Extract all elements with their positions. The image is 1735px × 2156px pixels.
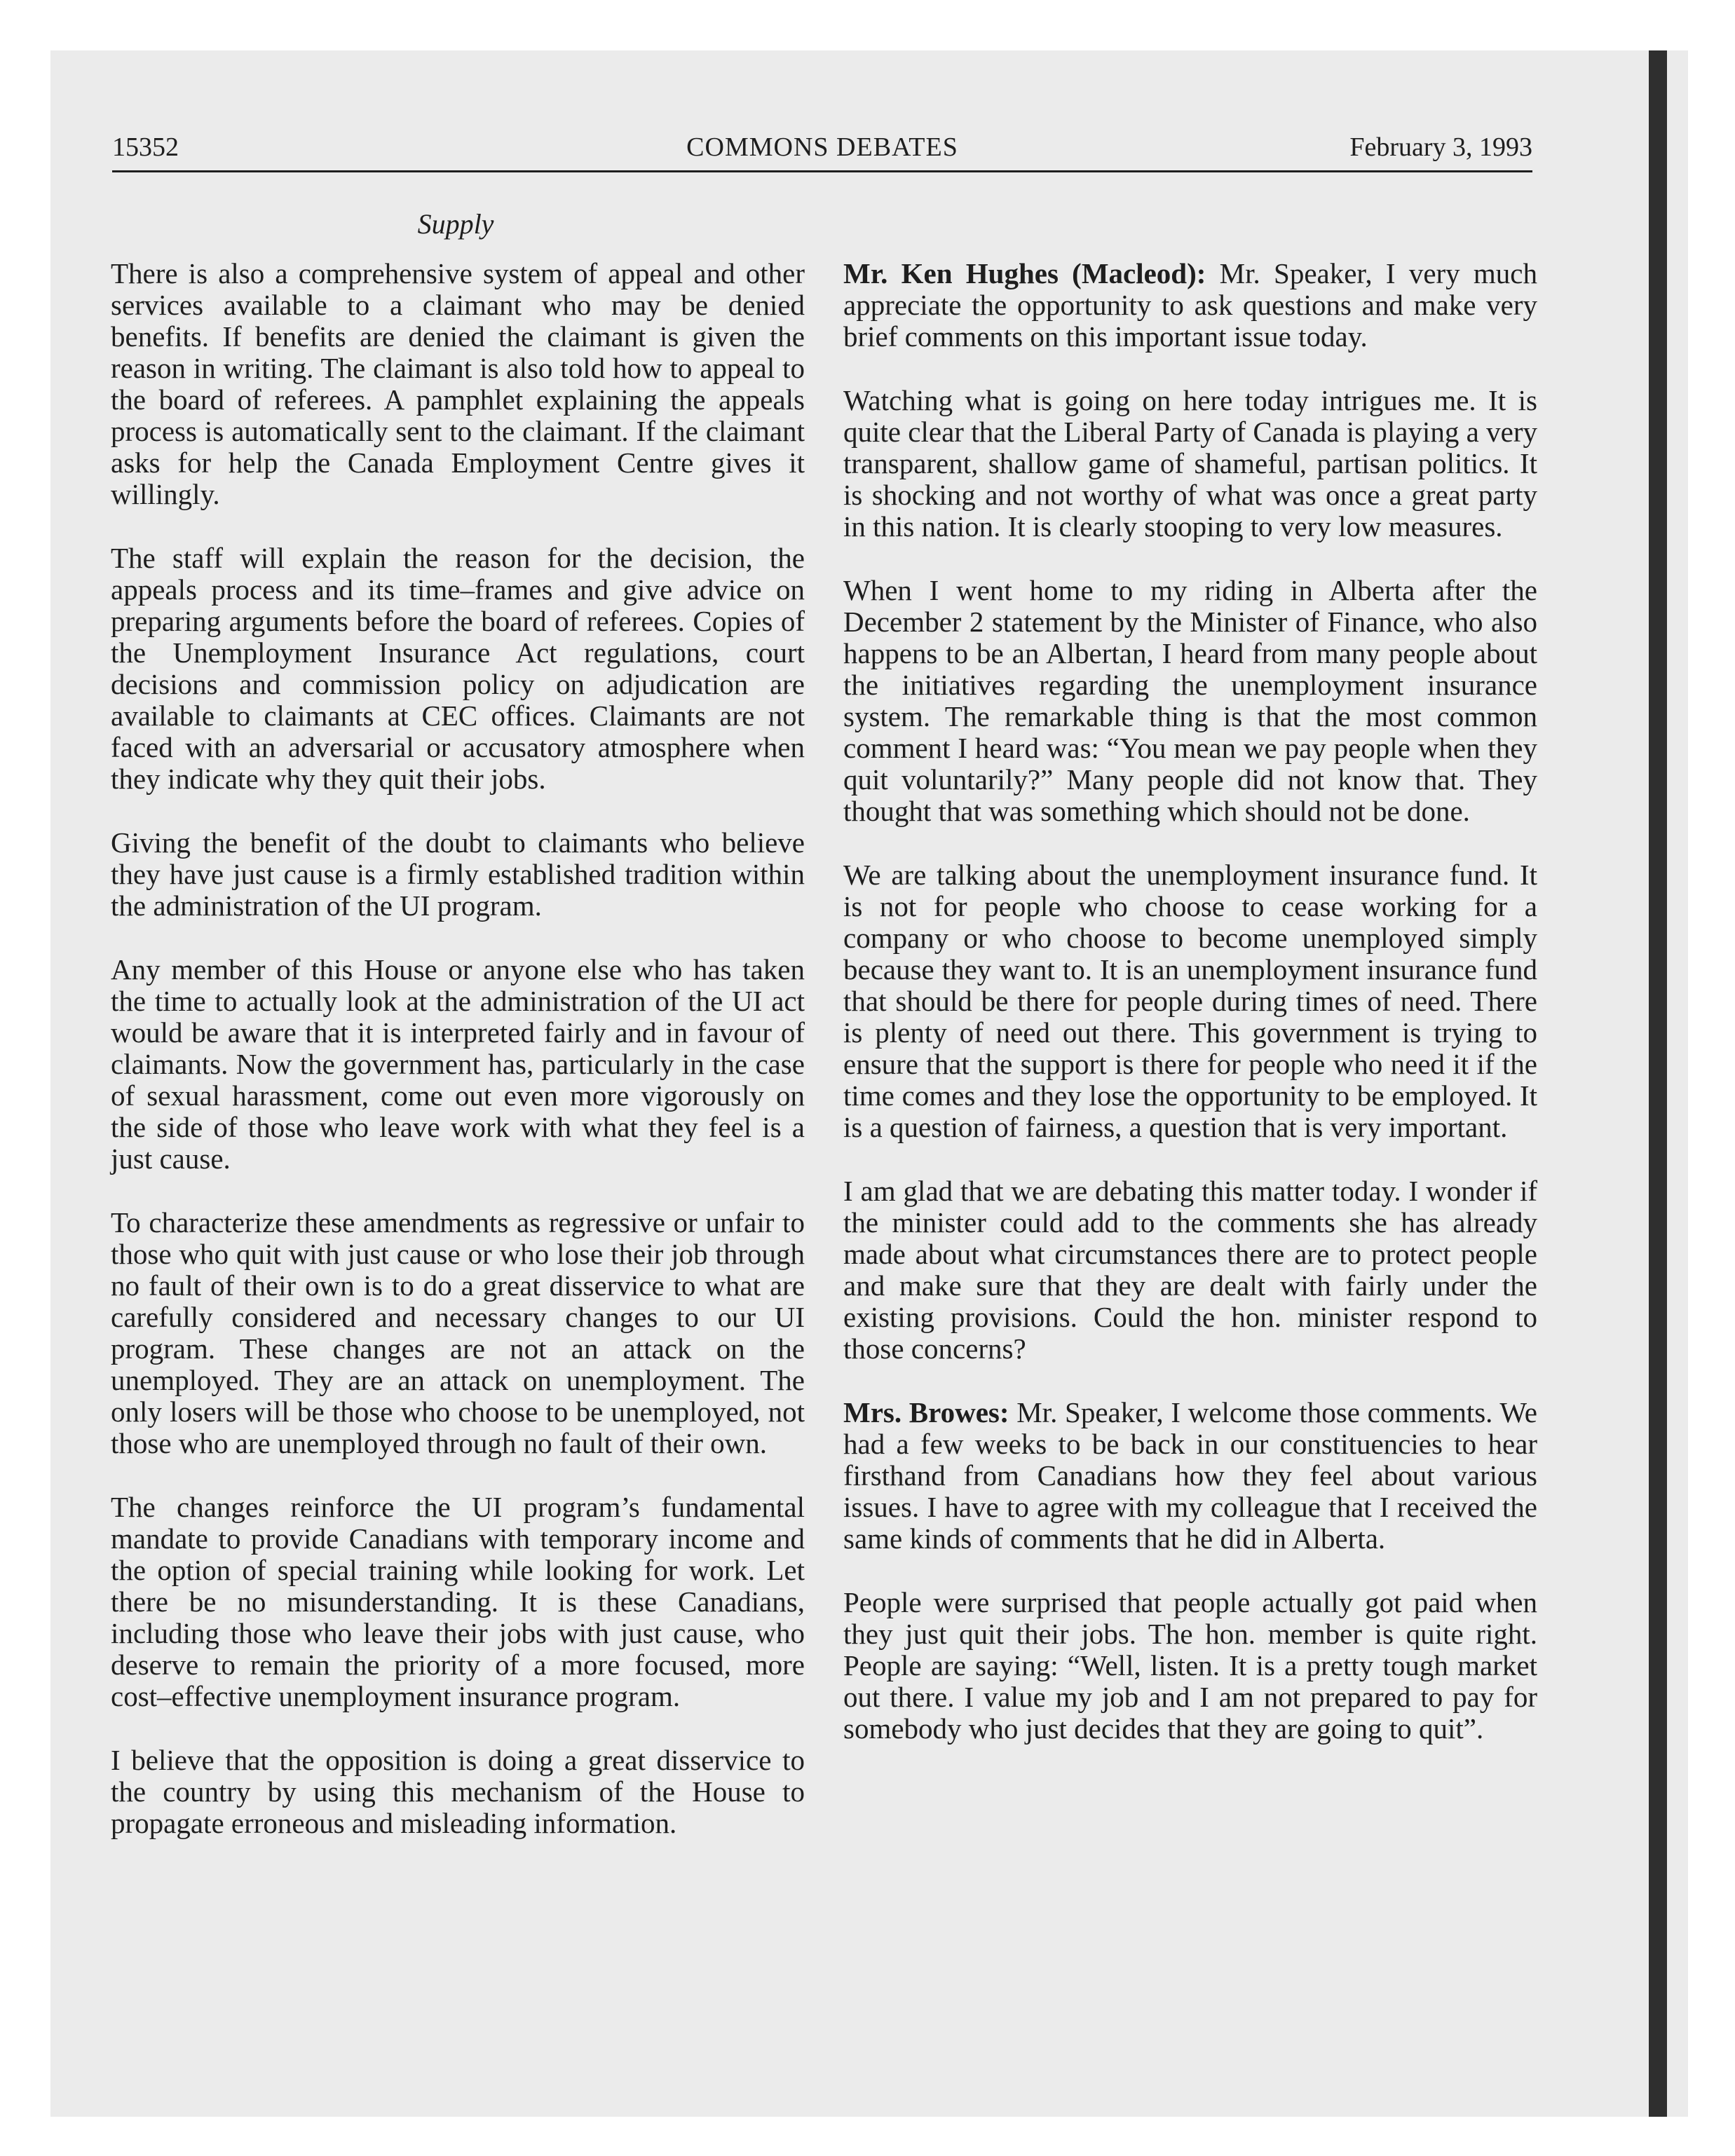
paragraph: When I went home to my riding in Alberta after the December 2 statement by the Minister of Finance, who also happens to be an Albertan, I heard from many people about the initiatives regarding the unemployment insurance system. The remarkable thing is that the most common comment I heard was: “You mean we pay people when they quit voluntarily?” Many people did not know that. They thought that was something which should not be done. xyxy=(843,574,1537,827)
speaker-name: Mr. Ken Hughes (Macleod): xyxy=(843,257,1206,289)
paragraph xyxy=(843,1397,1537,1555)
paragraph: The staff will explain the reason for the decision, the appeals process and its time–frames and give advice on preparing arguments before the board of referees. Copies of the Unemployment Insurance Act regulations, court decisions and commission policy on adjudication are available to claimants at CEC offices. Claimants are not faced with an adversarial or accusatory atmosphere when they indicate why they quit their jobs. xyxy=(111,542,805,795)
paragraph xyxy=(843,258,1537,353)
speaker-name: Mrs. Browes: xyxy=(843,1396,1009,1428)
paragraph: Giving the benefit of the doubt to claimants who believe they have just cause is a firmly established tradition within the administration of the UI program. xyxy=(111,826,805,922)
running-header xyxy=(112,126,1532,168)
paragraph: Any member of this House or anyone else who has taken the time to actually look at the administration of the UI act would be aware that it is interpreted fairly and in favour of claimants. Now the government has, particularly in the case of sexual harassment, come out even more vigorously on the side of those who leave work with what they feel is a just cause. xyxy=(111,953,805,1175)
paragraph: Watching what is going on here today intrigues me. It is quite clear that the Liberal Party of Canada is playing a very transparent, shallow game of shameful, partisan politics. It is shocking and not worthy of what was once a great party in this nation. It is clearly stooping to very low measures. xyxy=(843,384,1537,543)
publication-title: COMMONS DEBATES xyxy=(686,132,958,162)
paragraph: There is also a comprehensive system of appeal and other services available to a claimant who may be denied benefits. If benefits are denied the claimant is given the reason in writing. The claimant is also told how to appeal to the board of referees. A pamphlet explaining the appeals process is automatically sent to the claimant. If the claimant asks for help the Canada Employment Centre gives it willingly. xyxy=(111,257,805,510)
paragraph: I am glad that we are debating this matter today. I wonder if the minister could add to the comments she has already made about what circumstances there are to protect people and make sure that they are dealt with fairly under the existing provisions. Could the hon. minister respond to those concerns? xyxy=(843,1175,1537,1365)
section-title: Supply xyxy=(417,208,494,240)
speech-text: Mr. Speaker, I very much appreciate the opportunity to ask questions and make very brief comments on this important issue today. xyxy=(843,257,1537,353)
page-number: 15352 xyxy=(112,132,179,162)
paragraph: To characterize these amendments as regressive or unfair to those who quit with just cause or who lose their job through no fault of their own is to do a great disservice to what are carefully considered and necessary changes to our UI program. These changes are not an attack on the unemployed. They are an attack on unemployment. The only losers will be those who choose to be unemployed, not those who are unemployed through no fault of their own. xyxy=(111,1206,805,1459)
paragraph: We are talking about the unemployment insurance fund. It is not for people who choose to cease working for a company or who choose to become unemployed simply because they want to. It is an unemployment insurance fund that should be there for people during times of need. There is plenty of need out there. This government is trying to ensure that the support is there for people who need it if the time comes and they lose the opportunity to be employed. It is a question of fairness, a question that is very important. xyxy=(843,859,1537,1143)
paragraph: People were surprised that people actually got paid when they just quit their jobs. The hon. member is quite right. People are saying: “Well, listen. It is a pretty tough market out there. I value my job and I am not prepared to pay for somebody who just decides that they are going to quit”. xyxy=(843,1586,1537,1745)
left-column xyxy=(111,258,805,1871)
right-column xyxy=(843,258,1537,1777)
speech-text: Mr. Speaker, I welcome those comments. We had a few weeks to be back in our constituencies to hear firsthand from Canadians how they feel about various issues. I have to agree with my colleague that I received the same kinds of comments that he did in Alberta. xyxy=(843,1396,1537,1555)
paragraph: The changes reinforce the UI program’s fundamental mandate to provide Canadians with temporary income and the option of special training while looking for work. Let there be no misunderstanding. It is these Canadians, including those who leave their jobs with just cause, who deserve to remain the priority of a more focused, more cost–effective unemployment insurance program. xyxy=(111,1491,805,1712)
scan-edge-shadow xyxy=(1649,50,1667,2117)
header-rule xyxy=(112,170,1532,172)
publication-date: February 3, 1993 xyxy=(1349,132,1532,162)
paragraph: I believe that the opposition is doing a great disservice to the country by using this mechanism of the House to propagate erroneous and misleading information. xyxy=(111,1744,805,1839)
